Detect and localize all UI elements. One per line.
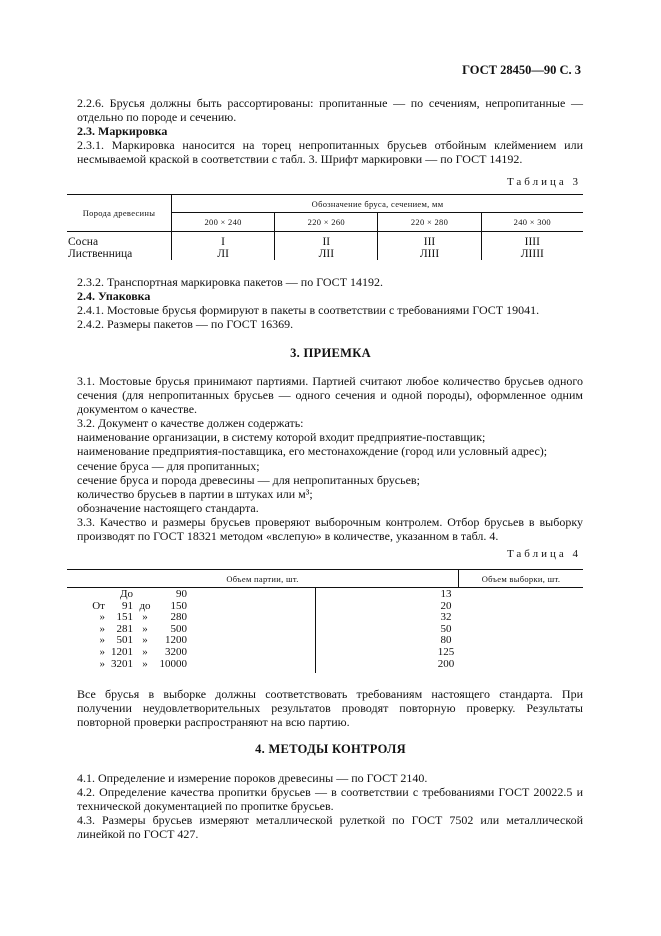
table-4-lot-from: 91 — [122, 599, 133, 612]
table-4-lot-mid: » — [142, 657, 148, 670]
paragraph-3-2: 3.2. Документ о качестве должен содержать: — [77, 416, 304, 431]
table-row — [67, 248, 583, 260]
table-4-lot-prefix: » — [99, 657, 105, 670]
table-4-lot-from: 1201 — [111, 646, 133, 658]
heading-2-3: 2.3. Маркировка — [77, 124, 168, 139]
table-4-lot-to: 280 — [170, 611, 187, 624]
table-4-lot-to: 1200 — [165, 634, 187, 647]
section-4-body — [77, 771, 583, 841]
paragraph-2-3-2: 2.3.2. Транспортная маркировка пакетов — по ГОСТ 14192. — [77, 275, 384, 289]
heading-2-4: 2.4. Упаковка — [77, 289, 151, 304]
section-3-title: 3. ПРИЕМКА — [290, 346, 371, 360]
table-row — [67, 647, 583, 659]
table-4-lot-to: 150 — [170, 599, 187, 612]
table-4-lot-prefix: » — [99, 622, 105, 635]
table-3-mark: IIII — [524, 236, 540, 248]
table-4-lot-from: 281 — [116, 622, 133, 635]
table-3-size-header: 200 × 240 — [172, 213, 275, 232]
table-4-lot-from: 151 — [116, 611, 133, 624]
table-row — [67, 589, 583, 601]
table-4-lot-prefix: » — [99, 634, 105, 647]
list-item: сечение бруса — для пропитанных; — [77, 458, 260, 473]
table-3 — [67, 194, 583, 260]
paragraph-2-2-6: 2.2.6. Брусья должны быть рассортированы: пропитанные — по сечениям, непропитанные — отдельно по породе и сечению. — [77, 96, 583, 125]
paragraph-3-closing: Все брусья в выборке должны соответствовать требованиям настоящего стандарта. При получении неудовлетворительных результатов проводят повторную проверку. Результаты повторной проверки распространяют на всю партию. — [77, 687, 583, 730]
table-4-sample-size: 13 — [440, 588, 452, 600]
list-item: обозначение настоящего стандарта. — [77, 500, 259, 515]
table-4-sample-size: 125 — [437, 646, 455, 658]
section-2-upper — [77, 96, 583, 166]
paragraph-2-4-1: 2.4.1. Мостовые брусья формируют в пакеты в соответствии с требованиями ГОСТ 19041. — [77, 303, 540, 318]
table-3-species: Сосна — [67, 232, 172, 249]
section-2-lower — [77, 275, 583, 331]
table-4-lot-mid: » — [142, 622, 148, 635]
table-3-group-header: Обозначение бруса, сечением, мм — [172, 195, 584, 213]
table-3-size-header: 220 × 260 — [275, 213, 378, 232]
table-4-lot-mid: » — [142, 646, 148, 658]
page-header: ГОСТ 28450—90 С. 3 — [462, 63, 581, 77]
table-4-sample-size: 20 — [440, 599, 452, 612]
table-4-lot-prefix: » — [99, 611, 105, 624]
table-row — [67, 232, 583, 249]
paragraph-4-3: 4.3. Размеры брусьев измеряют металлической рулеткой по ГОСТ 7502 или металлической линейкой по ГОСТ 427. — [77, 813, 583, 842]
table-4-sample-size: 200 — [437, 657, 455, 670]
section-3-body — [77, 374, 583, 543]
table-4-lot-from: 501 — [116, 634, 133, 647]
table-3-mark: ЛIIII — [520, 248, 544, 260]
table-3-size-header: 240 × 300 — [513, 217, 551, 227]
table-4-lot-prefix: От — [92, 599, 105, 612]
table-3-mark: I — [172, 232, 275, 249]
table-3-mark: ЛIII — [378, 248, 481, 260]
table-4-lot-from: 3201 — [111, 657, 133, 670]
table-3-mark: ЛI — [172, 248, 275, 260]
table-4-caption: Таблица 4 — [506, 548, 581, 560]
table-4-sample-size: 32 — [440, 611, 452, 624]
list-item: наименование предприятия-поставщика, его местонахождение (город или условный адрес); — [77, 444, 548, 459]
paragraph-4-1: 4.1. Определение и измерение пороков древесины — по ГОСТ 2140. — [77, 771, 428, 785]
table-4-sample-size: 80 — [440, 634, 452, 647]
paragraph-3-3: 3.3. Качество и размеры брусьев проверяют выборочным контролем. Отбор брусьев в выборку производят по ГОСТ 18321 методом «вслепую» в количестве, указанном в табл. 4. — [77, 514, 583, 544]
table-4-lot-prefix: » — [99, 646, 105, 658]
paragraph-3-1: 3.1. Мостовые брусья принимают партиями. Партией считают любое количество брусьев одного сечения (для непропитанных брусьев — одного сечения и одной породы), оформленное одним документом о качестве. — [77, 374, 583, 417]
table-4-lot-to: 90 — [176, 588, 187, 600]
table-4-lot-mid: до — [139, 599, 151, 612]
table-3-mark: ЛII — [275, 248, 378, 260]
list-item: сечение бруса и порода древесины — для непропитанных брусьев; — [77, 472, 420, 487]
table-3-mark: II — [275, 232, 378, 249]
table-4-sample-header: Объем выборки, шт. — [481, 573, 561, 584]
table-4-lot-mid: » — [142, 634, 148, 647]
paragraph-4-2: 4.2. Определение качества пропитки брусьев — в соответствии с требованиями ГОСТ 20022.5 и технической документацией по пропитке брусьев. — [77, 785, 583, 814]
table-4-lot-to: 3200 — [165, 646, 187, 658]
table-3-size-header: 220 × 280 — [378, 213, 481, 232]
table-4-lot-from: До — [119, 588, 133, 600]
table-4-lot-mid: » — [142, 611, 148, 624]
table-4-sample-size: 50 — [440, 622, 452, 635]
paragraph-2-4-2: 2.4.2. Размеры пакетов — по ГОСТ 16369. — [77, 317, 294, 332]
table-3-mark: III — [378, 232, 481, 249]
table-4-lot-to: 500 — [170, 622, 187, 635]
table-4-lot-to: 10000 — [159, 657, 187, 670]
table-4-lot-header: Объем партии, шт. — [67, 570, 458, 588]
section-4-title: 4. МЕТОДЫ КОНТРОЛЯ — [255, 742, 406, 756]
table-3-caption: Таблица 3 — [506, 176, 581, 188]
table-4 — [67, 569, 583, 588]
table-3-species: Лиственница — [67, 248, 172, 260]
table-row — [67, 659, 583, 671]
list-item: наименование организации, в систему которой входит предприятие-поставщик; — [77, 430, 486, 445]
list-item: количество брусьев в партии в штуках или м³; — [77, 486, 313, 501]
table-3-species-header: Порода древесины — [67, 195, 172, 232]
section-3-closing — [77, 687, 583, 729]
paragraph-2-3-1: 2.3.1. Маркировка наносится на торец непропитанных брусьев отбойным клеймением или несмываемой краской в соответствии с табл. 3. Шрифт маркировки — по ГОСТ 14192. — [77, 138, 583, 167]
